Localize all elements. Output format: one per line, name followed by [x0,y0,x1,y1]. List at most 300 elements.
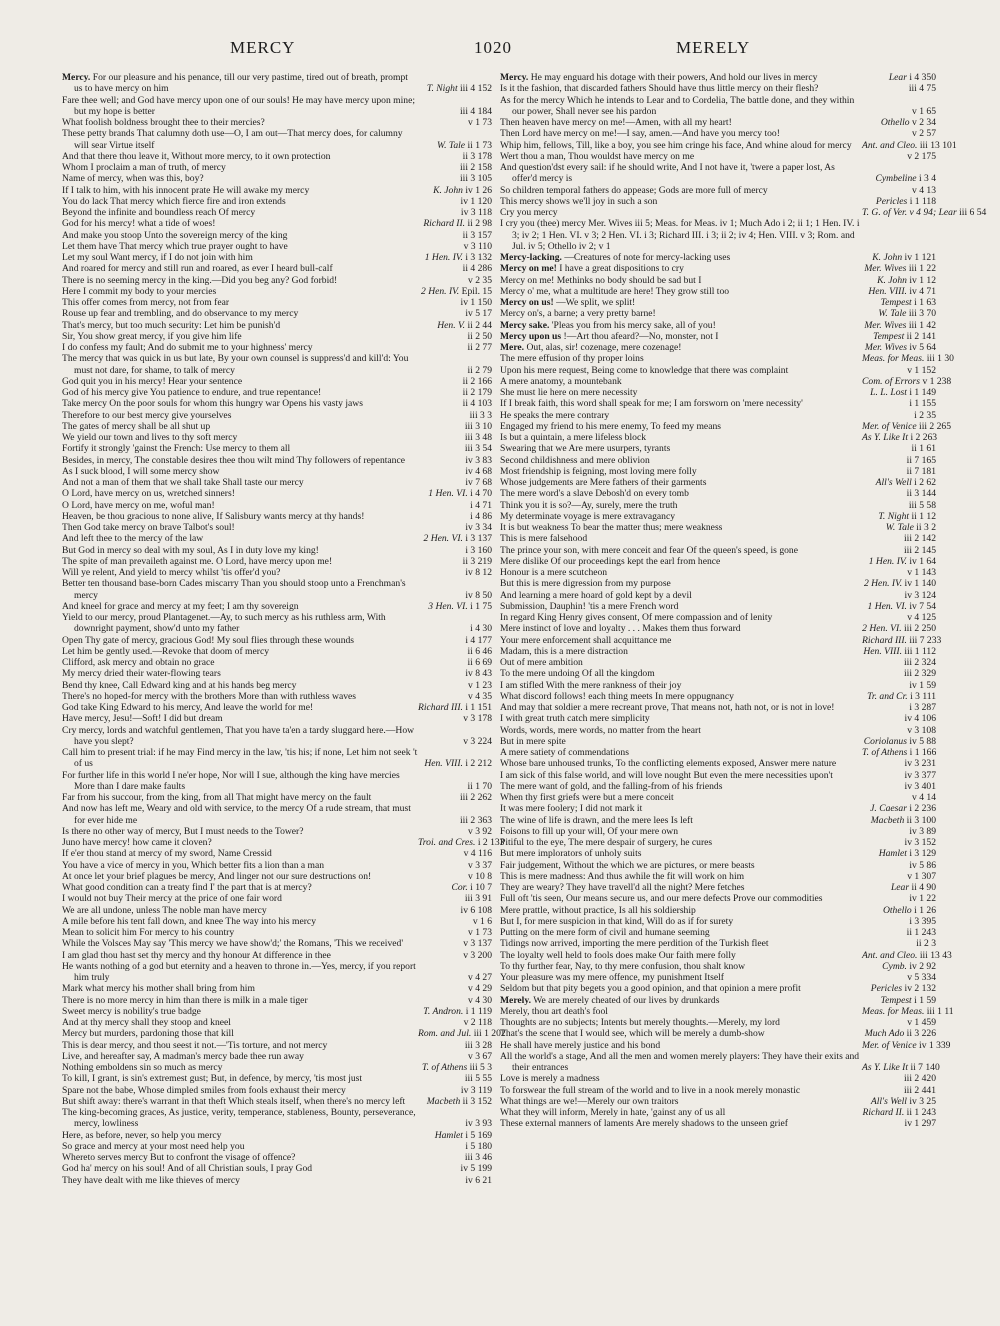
concordance-entry [62,882,492,893]
entry-quote: Fair judgement, Without the which we are pictures, or mere beasts [500,859,755,871]
entry-reference [862,1118,936,1129]
concordance-entry [500,263,936,274]
entry-quote: Let my soul Want mercy, if I do not join with him [62,252,253,263]
concordance-entry [62,162,492,173]
entry-quote: Far from his succour, from the king, from all That might have mercy on the fault [62,792,372,803]
concordance-entry [500,162,936,185]
entry-reference [418,950,492,961]
entry-reference [418,477,492,488]
concordance-entry [62,702,492,713]
act-scene-line: ii 2 50 [467,330,492,342]
play-title: Pericles [870,983,903,995]
act-scene-line: iii 2 142 [904,533,936,545]
play-title: T. G. of Ver. v 4 94; Lear [862,207,957,218]
act-scene-line: iv 2 92 [909,960,936,972]
concordance-entry [500,860,936,871]
entry-reference [862,207,987,218]
act-scene-line: i 2 212 [465,758,492,770]
entry-reference [418,1152,492,1163]
concordance-entry [62,477,492,488]
entry-reference [862,803,936,814]
concordance-entry [500,1096,936,1107]
entry-headword: Mercy on us! [500,297,554,308]
act-scene-line: v 4 125 [907,612,936,623]
entry-quote: Honour is a mere scutcheon [500,567,608,578]
act-scene-line: i 5 180 [465,1140,492,1152]
entry-quote: I am sick of this false world, and will love nought But even the mere necessities upon't [500,769,833,781]
entry-reference [418,668,492,679]
entry-quote: Bend thy knee, Call Edward king and at his hands beg mercy [62,679,297,691]
act-scene-line: v 3 200 [463,949,492,961]
act-scene-line: v 1 65 [912,105,936,117]
act-scene-line: i 4 350 [909,72,936,83]
play-title: Ant. and Cleo. [862,139,918,151]
entry-reference [862,871,936,882]
act-scene-line: i 1 149 [909,387,936,398]
entry-quote: Your pleasure was my mere offence, my punishment Itself [500,972,724,983]
entry-quote: Tidings now arrived, importing the mere perdition of the Turkish fleet [500,938,769,950]
play-title: Hen. VIII. [868,285,907,297]
entry-quote: Mercy on's, a barne; a very pretty barne! [500,308,656,320]
entry-quote: O Lord, have mercy on us, wretched sinners! [62,488,235,500]
play-title: Hen. V. [437,319,466,331]
concordance-entry [62,297,492,308]
entry-quote: These external manners of laments Are merely shadows to the unseen grief [500,1118,788,1130]
play-title: Mer. of Venice [862,420,917,432]
entry-reference [418,995,492,1006]
act-scene-line: iii 1 22 [908,263,936,275]
play-title: Macbeth [426,1095,461,1107]
concordance-entry [62,230,492,241]
act-scene-line: iii 5 58 [908,499,936,511]
act-scene-line: i 3 129 [909,848,936,860]
act-scene-line: v 1 143 [907,567,936,578]
act-scene-line: iv 4 106 [904,713,936,725]
entry-reference [862,927,936,938]
act-scene-line: ii 1 243 [906,1107,936,1118]
entry-reference [862,882,936,893]
play-title: 3 Hen. VI. [428,600,468,612]
act-scene-line: i 2 133 [477,837,505,848]
act-scene-line: v 2 175 [907,150,936,162]
entry-reference [418,646,492,657]
concordance-entry [500,545,936,556]
entry-quote: But I, for mere suspicion in that kind, Will do as if for surety [500,915,734,927]
concordance-entry [62,803,492,826]
concordance-entry [62,826,492,837]
entry-reference [418,1017,492,1028]
page-number: 1020 [474,38,512,57]
act-scene-line: v 10 8 [468,870,492,882]
entry-quote: O Lord, have mercy on me, woful man! [62,499,215,511]
concordance-entry [62,545,492,556]
act-scene-line: v 2 57 [912,128,936,140]
concordance-entry [500,691,936,702]
entry-quote: Let him be gently used.—Revoke that doom of mercy [62,645,270,657]
act-scene-line: iv 8 50 [465,589,492,601]
entry-quote: My mercy dried their water-flowing tears [62,668,221,680]
entry-reference [862,781,936,792]
entry-reference [862,680,936,691]
concordance-entry [500,747,936,758]
entry-quote: Mercy but murders, pardoning those that kill [62,1028,234,1040]
entry-quote: Swearing that we Are mere usurpers, tyrants [500,443,671,455]
entry-quote: We are merely cheated of our lives by drunkards [533,994,720,1006]
concordance-entry [500,1118,936,1129]
entry-reference [862,117,936,128]
concordance-entry [500,1050,940,1074]
entry-reference [418,263,492,274]
entry-reference [418,230,492,241]
concordance-entry [62,511,492,522]
act-scene-line: iv 5 64 [909,342,936,353]
play-title: T. Night [878,510,910,522]
act-scene-line: ii 1 70 [467,780,492,792]
entry-quote: And may that soldier a mere recreant prove, That means not, hath not, or is not in love! [500,702,835,713]
concordance-entry [62,1017,492,1028]
play-title: Macbeth [870,814,905,826]
concordance-entry [500,556,936,567]
entry-reference [418,533,492,544]
concordance-entry [500,612,936,623]
play-title: W. Tale [885,522,914,533]
entry-reference [862,1039,951,1051]
entry-reference [862,466,936,477]
concordance-entry [62,691,492,702]
entry-reference [418,173,492,184]
right-column [500,72,987,1130]
entry-quote: They are weary? They have travell'd all the night? Mere fetches [500,882,745,893]
concordance-entry [500,297,936,308]
entry-quote: I am stifled With the mere rankness of their joy [500,679,682,691]
play-title: 1 Hen. IV. [424,252,463,263]
entry-quote: Is it the fashion, that discarded fathers Should have thus little mercy on their flesh? [500,83,819,95]
act-scene-line: iv 1 12 [909,274,936,286]
entry-quote: To the mere undoing Of all the kingdom [500,668,655,680]
act-scene-line: i 1 166 [909,747,937,758]
act-scene-line: i 4 177 [465,634,492,646]
entry-reference [418,893,492,904]
act-scene-line: v 4 29 [468,983,492,995]
entry-quote: This mercy shows we'll joy in such a son [500,195,658,207]
act-scene-line: iv 3 231 [904,758,936,770]
concordance-entry [500,533,936,544]
act-scene-line: iii 2 324 [904,657,936,668]
act-scene-line: iii 3 70 [908,308,936,320]
concordance-entry [500,331,936,342]
entry-quote: For our pleasure and his penance, till our very pastime, tired out of breath, prompt us to have mercy on him [74,72,408,95]
act-scene-line: iv 3 34 [465,522,492,533]
concordance-entry [62,173,492,184]
entry-reference [862,477,936,488]
act-scene-line: i 1 59 [914,994,936,1006]
entry-quote: A mere satiety of commendations [500,747,629,758]
play-title: W. Tale [878,308,907,320]
act-scene-line: iii 13 43 [919,949,952,961]
entry-quote: Putting on the mere form of civil and humane seeming [500,927,710,938]
concordance-entry [62,263,492,274]
entry-reference [862,365,936,376]
act-scene-line: iv 8 43 [465,668,492,680]
concordance-entry [500,477,936,488]
act-scene-line: ii 2 44 [467,319,492,331]
act-scene-line: ii 4 103 [462,398,492,410]
concordance-entry [500,949,952,961]
entry-quote: I have a great dispositions to cry [559,263,684,275]
entry-quote: Whip him, fellows, Till, like a boy, you see him cringe his face, And whine aloud for mercy [500,139,852,151]
entry-reference [862,1107,936,1118]
act-scene-line: i 5 169 [465,1129,492,1141]
act-scene-line: ii 1 243 [906,927,936,938]
entry-quote: If I talk to him, with his innocent prate He will awake my mercy [62,184,310,196]
entry-quote: What foolish boldness brought thee to their mercies? [62,117,265,128]
act-scene-line: iv 1 120 [460,195,492,207]
entry-reference [862,949,952,961]
act-scene-line: iv 1 22 [909,893,936,905]
entry-quote: Then heaven have mercy on me!—Amen, with all my heart! [500,117,732,128]
entry-quote: Live, and hereafter say, A madman's mercy bade thee run away [62,1050,304,1062]
concordance-entry [500,646,936,657]
act-scene-line: iv 3 118 [460,207,492,218]
act-scene-line: ii 3 152 [462,1095,492,1107]
entry-quote: Words, words, mere words, no matter from the heart [500,724,701,736]
entry-reference [418,1073,492,1084]
entry-quote: Foisons to fill up your will, Of your mere own [500,825,679,837]
act-scene-line: v 3 224 [463,735,492,747]
entry-quote: But God in mercy so deal with my soul, As I in duty love my king! [62,544,319,556]
entry-quote: Whose bare unhoused trunks, To the conflicting elements exposed, Answer mere nature [500,758,837,770]
concordance-entry [500,927,936,938]
act-scene-line: iii 3 3 [469,409,492,421]
concordance-entry [500,420,952,432]
entry-quote: Cry mercy, lords and watchful gentlemen, That you have ta'en a tardy sluggard here.—How have you slept? [62,724,415,747]
entry-reference [418,556,492,567]
entry-quote: But in mere spite [500,735,566,747]
concordance-entry [62,747,492,770]
concordance-entry [62,1152,492,1163]
play-title: Mer. Wives [864,319,907,331]
entry-quote: And not a man of them that we shall take Shall taste our mercy [62,477,304,488]
entry-quote: Mark what mercy his mother shall bring from him [62,983,255,995]
concordance-entry [62,612,492,635]
concordance-entry [500,117,936,128]
concordance-entry [62,1073,492,1084]
entry-quote: These petty brands That calumny doth use—O, I am out—That mercy does, for calumny will sear Virtue itself [62,128,403,151]
entry-reference [862,342,936,353]
act-scene-line: iv 1 64 [909,555,936,567]
entry-reference [862,139,957,151]
concordance-entry [500,972,936,983]
entry-reference [418,1141,492,1152]
act-scene-line: ii 3 100 [906,814,936,826]
act-scene-line: iv 1 140 [904,578,936,590]
entry-quote: Pitiful to the eye, The mere despair of surgery, he cures [500,837,713,848]
entry-quote: There is no seeming mercy in the king.—Did you beg any? God forbid! [62,274,338,286]
play-title: As Y. Like It [862,1062,909,1073]
act-scene-line: i 3 137 [465,533,492,545]
entry-reference [418,83,492,94]
entry-quote: God for his mercy! what a tide of woes! [62,218,216,230]
act-scene-line: v 3 67 [468,1050,492,1062]
act-scene-line: ii 3 157 [462,229,492,241]
entry-quote: Rouse up fear and trembling, and do observance to my mercy [62,308,299,320]
concordance-entry [62,792,492,803]
concordance-entry [500,522,936,533]
entry-quote: What things are we!—Merely our own traitors [500,1095,679,1107]
concordance-entry [500,139,957,151]
entry-reference [862,905,936,916]
entry-reference [418,635,492,646]
concordance-entry [62,331,492,342]
act-scene-line: v 2 35 [468,274,492,286]
entry-quote: Whom I proclaim a man of truth, of mercy [62,162,226,173]
entry-quote: Fortify it strongly 'gainst the French: Use mercy to them all [62,443,291,455]
page-header [0,38,1000,62]
concordance-entry [500,871,936,882]
concordance-entry [62,320,492,331]
concordance-entry [500,218,936,252]
act-scene-line: iv 1 59 [909,679,936,691]
concordance-entry [62,837,505,848]
entry-reference [418,455,492,466]
entry-reference [862,938,936,949]
act-scene-line: i 1 155 [909,398,936,410]
act-scene-line: iv 3 377 [904,769,936,781]
entry-reference [418,342,492,353]
entry-reference [418,398,492,409]
concordance-entry [500,882,936,893]
entry-reference [418,421,492,432]
entry-reference [418,815,492,826]
entry-reference [862,1096,936,1107]
act-scene-line: iv 1 150 [460,297,492,308]
concordance-entry [62,342,492,353]
act-scene-line: iv 5 17 [465,308,492,320]
concordance-entry [62,950,492,961]
act-scene-line: i 2 35 [914,409,936,421]
act-scene-line: iii 1 30 [926,353,954,365]
act-scene-line: iii 2 363 [460,814,492,826]
entry-quote: Full oft 'tis seen, Our means secure us, and our mere defects Prove our commodities [500,893,823,905]
entry-reference [418,241,492,252]
concordance-entry [500,342,936,353]
entry-quote: Is but a quintain, a mere lifeless block [500,432,646,443]
act-scene-line: iii 2 262 [460,792,492,803]
concordance-entry [500,567,936,578]
act-scene-line: iv 5 88 [909,735,936,747]
entry-quote: And kneel for grace and mercy at my feet; I am thy sovereign [62,600,299,612]
entry-quote: Take mercy On the poor souls for whom this hungry war Opens his vasty jaws [62,398,363,410]
act-scene-line: iii 13 101 [919,139,957,151]
play-title: Tempest [873,330,905,342]
entry-quote: Cry you mercy [500,207,558,218]
entry-reference [418,331,492,342]
entry-reference [862,972,936,983]
concordance-entry [62,196,492,207]
entry-quote: I would not buy Their mercy at the price of one fair word [62,893,282,905]
act-scene-line: iii 1 112 [904,645,936,657]
concordance-entry [500,578,936,589]
concordance-entry [500,308,936,319]
play-title: Hen. VIII. [863,645,902,657]
entry-quote: The loyalty well held to fools does make Our faith mere folly [500,949,736,961]
act-scene-line: iv 7 68 [465,477,492,488]
act-scene-line: iii 1 202 [473,1028,506,1040]
entry-quote: But mere implorators of unholy suits [500,848,642,860]
entry-reference [862,758,936,769]
concordance-entry [62,770,492,793]
entry-reference [418,882,492,893]
entry-reference [862,747,936,758]
entry-reference [418,590,492,601]
entry-quote: Spare not the babe, Whose dimpled smiles from fools exhaust their mercy [62,1084,346,1096]
entry-reference [862,1073,936,1084]
entry-reference [862,185,936,196]
concordance-entry [500,1005,954,1017]
play-title: 2 Hen. IV. [421,285,460,297]
act-scene-line: iii 2 145 [904,544,936,556]
concordance-entry [500,916,936,927]
entry-reference [418,781,492,792]
concordance-entry [500,196,936,207]
concordance-entry [500,657,936,668]
act-scene-line: v 5 334 [907,972,936,983]
entry-quote: It was mere foolery; I did not mark it [500,803,643,815]
entry-quote: Whose judgements are Mere fathers of their garments [500,477,707,488]
play-title: Richard II. [862,1107,905,1118]
act-scene-line: ii 3 226 [906,1028,936,1040]
entry-quote: Open Thy gate of mercy, gracious God! My soul flies through these wounds [62,634,355,646]
act-scene-line: ii 3 178 [462,150,492,162]
play-title: Tempest [880,297,912,308]
entry-quote: Mere instinct of love and loyalty . . . Makes them thus forward [500,623,741,635]
entry-quote: Love is merely a madness [500,1073,600,1085]
entry-reference [418,826,492,837]
concordance-entry [500,1073,936,1084]
entry-reference [862,420,952,432]
play-title: Hamlet [434,1129,463,1141]
entry-headword: Mercy. [62,72,91,83]
concordance-entry [62,1163,492,1174]
entry-reference [418,905,492,916]
entry-reference [418,601,492,612]
left-column [62,72,506,1186]
act-scene-line: iii 2 265 [919,420,952,432]
entry-quote: The prince your son, with mere conceit and fear Of the queen's speed, is gone [500,544,798,556]
play-title: Mer. of Venice [862,1039,917,1051]
concordance-entry [62,218,492,229]
entry-reference [862,128,936,139]
act-scene-line: i 1 63 [914,297,936,308]
act-scene-line: i 2 62 [914,477,936,488]
entry-quote: I with great truth catch mere simplicity [500,713,650,725]
entry-quote: Let them have That mercy which true prayer ought to have [62,240,288,252]
concordance-entry [62,410,492,421]
entry-reference [418,1118,492,1129]
act-scene-line: v 3 108 [907,724,936,736]
concordance-entry [62,241,492,252]
entry-quote: And question'dst every sail: if he should write, And I not have it, 'twere a paper lost, As offer'd mercy is [500,162,835,185]
concordance-entry [500,590,936,601]
entry-quote: So children temporal fathers do appease; Gods are more full of mercy [500,184,768,196]
entry-reference [862,646,936,657]
play-title: T. of Athens [862,747,908,758]
entry-reference [862,770,936,781]
play-title: W. Tale [436,139,466,151]
act-scene-line: v 4 14 [912,792,936,803]
act-scene-line: v 1 23 [468,679,492,691]
entry-quote: That's mercy, but too much security: Let him be punish'd [62,319,281,331]
